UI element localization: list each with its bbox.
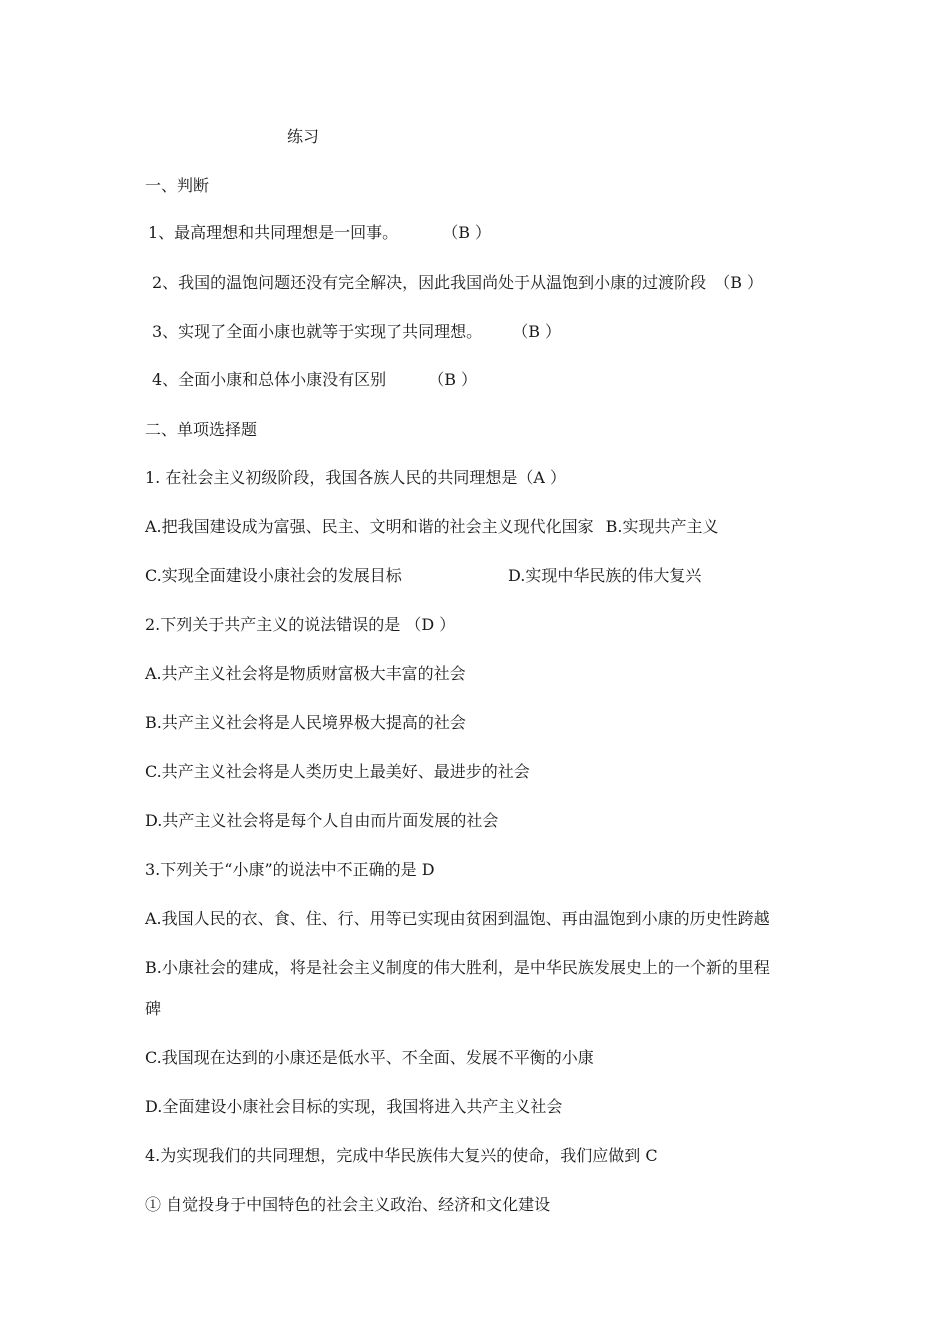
judgment-item-answer: （B ） bbox=[428, 370, 478, 389]
question-2-option-a: A.共产主义社会将是物质财富极大丰富的社会 bbox=[145, 664, 466, 683]
question-3-option-d: D.全面建设小康社会目标的实现，我国将进入共产主义社会 bbox=[145, 1097, 563, 1116]
judgment-item-3 bbox=[152, 322, 561, 342]
question-4-item-1: ① 自觉投身于中国特色的社会主义政治、经济和文化建设 bbox=[145, 1195, 551, 1214]
question-3-option-c: C.我国现在达到的小康还是低水平、不全面、发展不平衡的小康 bbox=[145, 1048, 594, 1067]
question-4-stem: 4.为实现我们的共同理想，完成中华民族伟大复兴的使命，我们应做到 C bbox=[145, 1146, 658, 1165]
question-2-option-c: C.共产主义社会将是人类历史上最美好、最进步的社会 bbox=[145, 762, 530, 781]
question-1-stem: 1. 在社会主义初级阶段，我国各族人民的共同理想是（A ） bbox=[145, 468, 566, 487]
question-2-option-b: B.共产主义社会将是人民境界极大提高的社会 bbox=[145, 713, 466, 732]
judgment-item-1 bbox=[148, 223, 491, 243]
judgment-item-text: 1、最高理想和共同理想是一回事。 bbox=[148, 223, 399, 242]
question-3-option-a: A.我国人民的衣、食、住、行、用等已实现由贫困到温饱、再由温饱到小康的历史性跨越 bbox=[145, 909, 770, 928]
question-3-stem: 3.下列关于“小康”的说法中不正确的是 D bbox=[145, 860, 435, 879]
judgment-item-4 bbox=[152, 370, 477, 390]
option-b: B.实现共产主义 bbox=[605, 517, 719, 536]
judgment-item-text: 3、实现了全面小康也就等于实现了共同理想。 bbox=[152, 322, 483, 341]
question-2-stem: 2.下列关于共产主义的说法错误的是 （D ） bbox=[145, 615, 456, 634]
section-heading-judgment: 一、判断 bbox=[145, 176, 210, 195]
question-1-option-d: D.实现中华民族的伟大复兴 bbox=[508, 566, 702, 585]
judgment-item-answer: （B ） bbox=[512, 322, 562, 341]
judgment-item-2 bbox=[152, 273, 763, 293]
judgment-item-text: 2、我国的温饱问题还没有完全解决，因此我国尚处于从温饱到小康的过渡阶段 bbox=[152, 273, 707, 292]
question-3-option-b-line2: 碑 bbox=[145, 999, 162, 1018]
question-3-option-b-line1: B.小康社会的建成，将是社会主义制度的伟大胜利，是中华民族发展史上的一个新的里程 bbox=[145, 958, 770, 977]
question-2-option-d: D.共产主义社会将是每个人自由而片面发展的社会 bbox=[145, 811, 499, 830]
section-heading-choice: 二、单项选择题 bbox=[145, 420, 258, 439]
option-a: A.把我国建设成为富强、民主、文明和谐的社会主义现代化国家 bbox=[145, 517, 594, 536]
question-1-option-c: C.实现全面建设小康社会的发展目标 bbox=[145, 566, 402, 585]
judgment-item-answer: （B ） bbox=[714, 273, 764, 292]
question-1-options-ab bbox=[145, 517, 719, 537]
judgment-item-text: 4、全面小康和总体小康没有区别 bbox=[152, 370, 387, 389]
page-title: 练习 bbox=[287, 127, 320, 146]
judgment-item-answer: （B ） bbox=[442, 223, 492, 242]
